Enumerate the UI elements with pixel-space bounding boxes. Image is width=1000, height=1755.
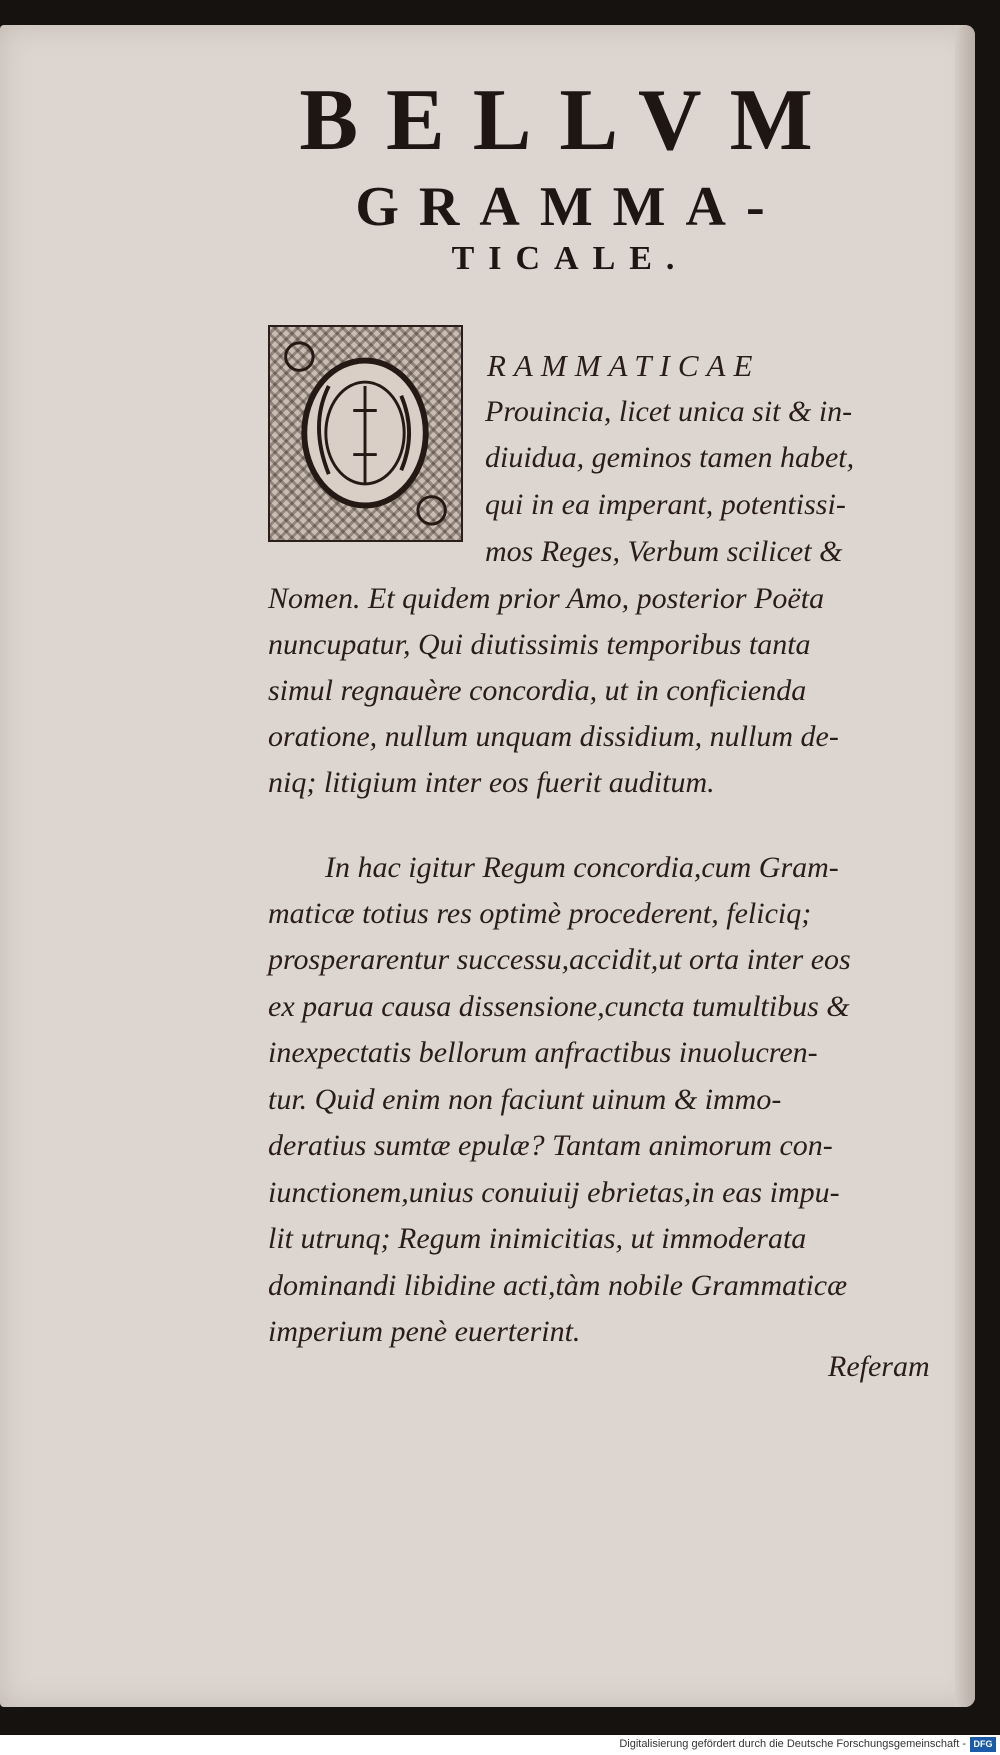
paragraph1-line-3: diuidua, geminos tamen habet, [485,441,855,474]
paragraph1-line-7: nuncupatur, Qui diutissimis temporibus tanta [268,628,811,661]
paragraph2-line-8: iunctionem,unius conuiuij ebrietas,in eas impu- [268,1176,840,1209]
page-edge [955,25,975,1707]
paragraph1-line-6: Nomen. Et quidem prior Amo, posterior Poëta [268,582,825,615]
paragraph1-line-1: RAMMATICAE [487,348,761,383]
paragraph2-line-3: prosperarentur successu,accidit,ut orta inter eos [268,943,851,976]
dfg-logo-icon: DFG [970,1737,996,1752]
paragraph1-line-8: simul regnauère concordia, ut in conficienda [268,674,807,707]
paragraph2-line-2: maticæ totius res optimè procederent, feliciq; [268,897,812,930]
paragraph1-line-5: mos Reges, Verbum scilicet & [485,535,843,568]
paragraph2-line-9: lit utrunq; Regum inimicitias, ut immoderata [268,1222,807,1255]
paragraph1-line-2: Prouincia, licet unica sit & in- [485,395,853,428]
catchword: Referam [828,1350,930,1383]
decorated-initial [268,325,463,542]
paragraph2-line-6: tur. Quid enim non faciunt uinum & immo- [268,1083,782,1116]
title-line-2: GRAMMA- [355,176,785,238]
title-line-1: BELLVM [299,72,841,169]
paragraph2-line-5: inexpectatis bellorum anfractibus inuolucren- [268,1036,818,1069]
footer-credit: Digitalisierung gefördert durch die Deutsche Forschungsgemeinschaft - [619,1738,966,1750]
paragraph2-line-4: ex parua causa dissensione,cuncta tumultibus & [268,990,850,1023]
title-line-3: TICALE. [451,240,689,277]
paragraph2-line-1: In hac igitur Regum concordia,cum Gram- [325,851,839,884]
decorated-initial-ornament [270,327,461,540]
paragraph1-line-9: oratione, nullum unquam dissidium, nullum de- [268,720,839,753]
paragraph2-line-10: dominandi libidine acti,tàm nobile Grammaticæ [268,1269,848,1302]
paragraph2-line-7: deratius sumtæ epulæ? Tantam animorum con- [268,1129,833,1162]
paragraph2-line-11: imperium penè euerterint. [268,1315,581,1348]
paragraph1-line-4: qui in ea imperant, potentissi- [485,488,846,521]
paragraph1-line-10: niq; litigium inter eos fuerit auditum. [268,766,715,799]
